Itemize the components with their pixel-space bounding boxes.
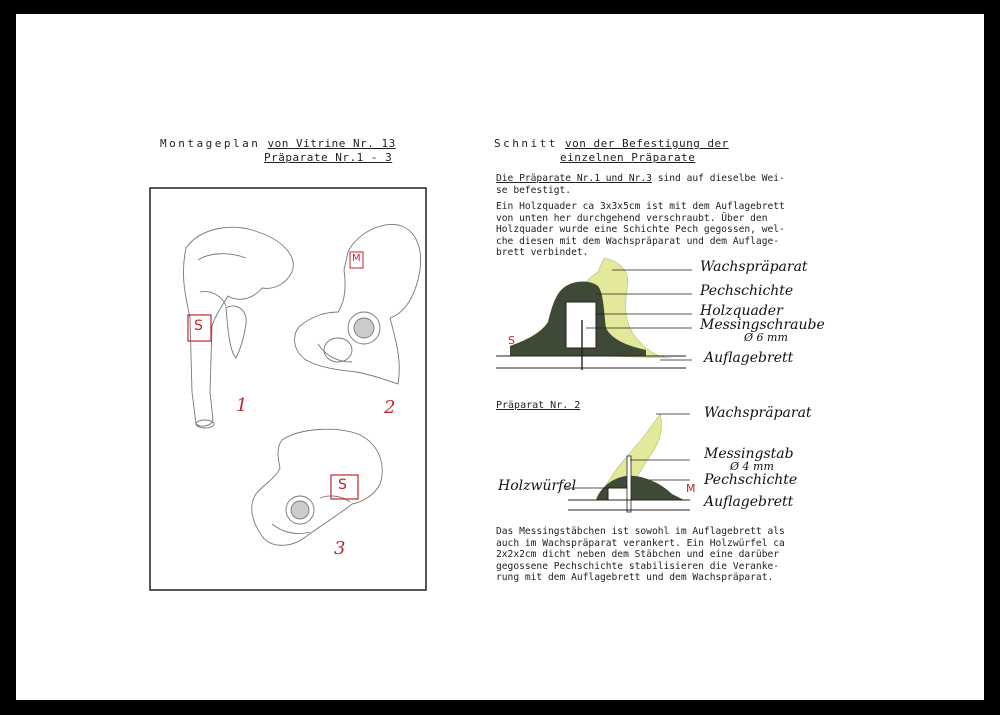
paragraph-1-line-1-rest: sind auf dieselbe Wei- [651, 173, 785, 184]
paragraph-2 [496, 201, 785, 259]
diagram1-label-messing-size: Ø 6 mm [744, 331, 788, 344]
right-title-sub: einzelnen Präparate [560, 151, 696, 164]
left-title-prefix: Montageplan [160, 137, 261, 150]
specimen-number-2: 2 [384, 397, 396, 418]
marker-m-label: M [352, 253, 361, 264]
diagram2-label-wachs: Wachspräparat [704, 405, 812, 421]
right-title-prefix: Schnitt [494, 137, 558, 150]
paragraph-1 [496, 173, 785, 196]
section-2-title: Präparat Nr. 2 [496, 400, 581, 411]
paragraph-2-line: von unten her durchgehend verschraubt. Über den [496, 212, 768, 224]
diagram1-marker-s: S [508, 334, 515, 347]
paragraph-1-line-1-underlined: Die Präparate Nr.1 und Nr.3 [496, 173, 652, 184]
left-title-sub: Präparate Nr.1 - 3 [264, 151, 393, 164]
marker-s-label-1: S [194, 318, 203, 334]
diagram2-label-auflage: Auflagebrett [704, 494, 794, 510]
paragraph-2-line: che diesen mit dem Wachspräparat und dem Auflage- [496, 235, 780, 247]
diagram2-label-messingstab-size: Ø 4 mm [730, 460, 774, 473]
specimen-number-1: 1 [236, 395, 248, 416]
paragraph-2-line: brett verbindet. [496, 247, 589, 259]
paragraph-3-line: 2x2x2cm dicht neben dem Stäbchen und eine darüber [496, 549, 780, 561]
specimen-number-3: 3 [334, 538, 346, 559]
diagram1-label-wachs: Wachspräparat [700, 259, 808, 275]
left-title-main: von Vitrine Nr. 13 [267, 137, 396, 150]
left-title [160, 137, 396, 150]
marker-s-label-3: S [338, 477, 347, 493]
diagram2-label-holz: Holzwürfel [498, 478, 577, 494]
paragraph-3-line: rung mit dem Auflagebrett und dem Wachspräparat. [496, 572, 774, 584]
specimen-2-drawing [295, 224, 421, 384]
diagram1-label-auflage: Auflagebrett [704, 350, 794, 366]
diagram2-label-pech: Pechschichte [704, 472, 798, 488]
paragraph-3 [496, 526, 785, 584]
diagram1-label-holz: Holzquader [700, 303, 783, 319]
right-title-main: von der Befestigung der [564, 137, 729, 150]
diagram1-label-messing: Messingschraube [700, 317, 825, 333]
paragraph-1-line-2: se befestigt. [496, 184, 572, 196]
specimen-3-drawing [252, 429, 382, 545]
section-diagram-1 [496, 258, 692, 370]
paragraph-3-line: gegossene Pechschichte stabilisieren die Veranke- [496, 560, 780, 572]
diagram1-label-pech: Pechschichte [700, 283, 794, 299]
mounting-plan-frame [150, 188, 426, 590]
diagram2-label-messingstab: Messingstab [704, 446, 794, 462]
right-title [494, 137, 729, 150]
diagram2-marker-m: M [686, 482, 696, 495]
section-diagram-2 [566, 414, 690, 512]
paragraph-3-line: auch im Wachspräparat verankert. Ein Holzwürfel ca [496, 537, 785, 549]
paragraph-2-line: Ein Holzquader ca 3x3x5cm ist mit dem Auflagebrett [496, 201, 785, 212]
paragraph-2-line: Holzquader wurde eine Schichte Pech gegossen, wel- [496, 224, 785, 236]
paragraph-3-line: Das Messingstäbchen ist sowohl im Auflagebrett als [496, 526, 785, 537]
